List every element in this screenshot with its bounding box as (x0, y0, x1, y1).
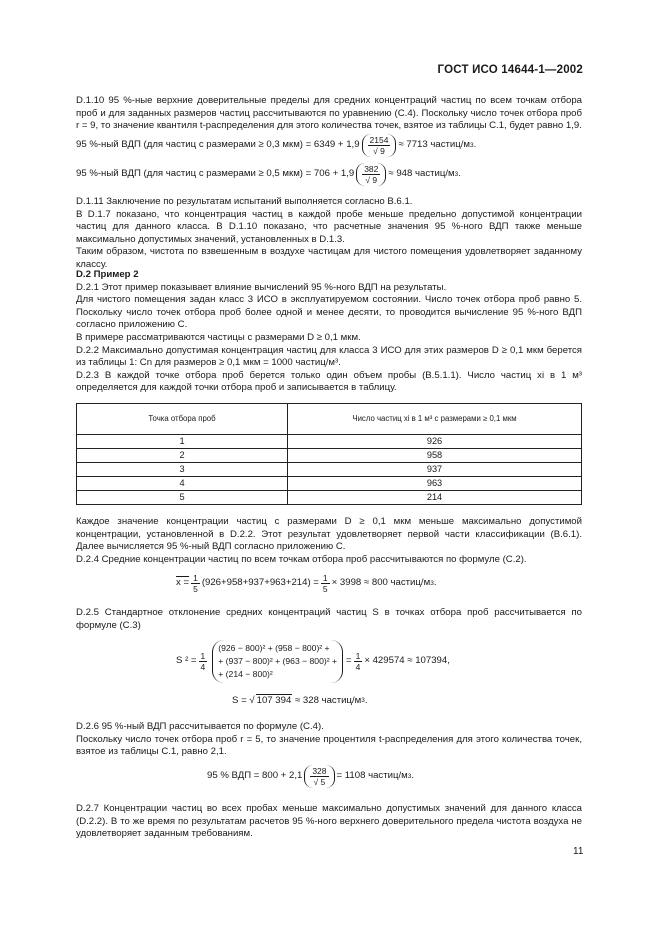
fraction-denominator: 4 (355, 662, 361, 672)
paragraph-d21: D.2.1 Этот пример показывает влияние вычислений 95 %-ного ВДП на результаты. (76, 281, 447, 293)
section-d26 (76, 721, 582, 759)
particle-table (76, 403, 582, 505)
table-row (77, 477, 582, 491)
cell-point: 4 (77, 477, 288, 491)
fraction-denominator: √ 9 (373, 146, 385, 156)
formula-vdp-final: 95 % ВДП = 800 + 2,1 $\frac{328}{√ 5}$ = 1108 частиц/м 3 . (207, 766, 415, 787)
paragraph-d25: D.2.5 Стандартное отклонение средних концентраций частиц S в точках отбора проб рассчитывается по формуле (С.3) (76, 607, 582, 631)
paragraph-d110: D.1.10 95 %-ные верхние доверительные пределы для средних концентраций частиц по всем точкам отбора проб и для заданных размеров частиц рассчитываются по уравнению (С.4). Поскольку число точек отбора проб r = 9, то значение квантиля t-распределения для этого количества точек, взятое из таблицы С.1, будет равно 1,9. (76, 95, 582, 132)
fraction-numerator: 1 (193, 573, 198, 583)
table-row (77, 491, 582, 505)
formula-right: = 1108 частиц/м (336, 770, 408, 782)
paragraph-d23: D.2.3 В каждой точке отбора проб берется только один объем пробы (В.5.1.1). Число частиц xi в 1 м³ определяется для каждой точки отбора проб и записывается в таблицу. (76, 369, 582, 394)
cell-point: 5 (77, 491, 288, 505)
column-header-count: Число частиц xi в 1 м³ с размерами ≥ 0,1 мкм (288, 404, 582, 435)
paragraph-d22: D.2.2 Максимально допустимая концентрация частиц для класса 3 ИСО для этих размеров D ≥ 0,1 мкм берется из таблицы 1: Cn для размеров ≥ 0,1 мкм = 1000 частиц/м³. (76, 344, 582, 369)
fraction-numerator: 1 (355, 651, 361, 661)
formula-s2-line2: + (937 − 800)² + (963 − 800)² + (218, 656, 337, 666)
formula-left: 95 %-ный ВДП (для частиц с размерами ≥ 0,3 мкм) = 6349 + 1,9 (76, 139, 360, 151)
section-d110 (76, 95, 582, 133)
formula-paren (356, 163, 386, 186)
formula-mean: x = $\frac{1}{5}$ (926+958+937+963+214) = $\frac{1}{5}$ × 3998 ≈ 800 частиц/м 3 . (176, 573, 437, 594)
table-row (77, 449, 582, 463)
section-d27 (76, 803, 582, 841)
formula-fraction-2 (321, 573, 330, 594)
cell-value: 937 (288, 463, 582, 477)
column-header-point: Точка отбора проб (77, 404, 288, 435)
formula-s2-left: S ² = (176, 655, 197, 667)
fraction-denominator: √ 5 (313, 777, 326, 787)
table-row (77, 463, 582, 477)
paragraph-d26-2: Поскольку число точек отбора проб r = 5, то значение процентиля t-распределения для этого количества точек, взятое из таблицы С.1, равно 2,1. (76, 733, 582, 758)
formula-paren (362, 134, 397, 157)
fraction-denominator: 5 (193, 584, 198, 594)
formula-fraction (362, 164, 380, 185)
fraction-numerator: 328 (312, 766, 327, 776)
paragraph-d24: D.2.4 Средние концентрации частиц по всем точкам отбора проб рассчитываются по формуле (С.2). (76, 553, 527, 565)
cell-value: 926 (288, 435, 582, 449)
formula-right: ≈ 7713 частиц/м (398, 139, 471, 151)
paragraph-d21-2: Для чистого помещения задан класс 3 ИСО в эксплуатируемом состоянии. Число точек отбора проб равно 5. Поскольку число точек отбора проб более одной и менее десяти, то проводится вычисление 95 %-ного ВДП согласно приложению С. (76, 294, 582, 331)
formula-mean-left: x = (176, 577, 190, 589)
paragraph-d27: D.2.7 Концентрации частиц во всех пробах меньше максимально допустимых значений для данного класса (D.2.2). В то же время по результатам расчетов 95 %-ного верхнего доверительного предела чистота воздуха не удовлетворяет заданным требованиям. (76, 803, 582, 840)
section-d111 (76, 196, 582, 272)
fraction-numerator: 1 (322, 573, 328, 583)
table-row (77, 435, 582, 449)
formula-s2-mid: = (345, 655, 352, 667)
formula-paren (304, 765, 334, 788)
cell-value: 214 (288, 491, 582, 505)
cell-value: 963 (288, 477, 582, 491)
formula-mean-mid: (926+958+937+963+214) = (201, 577, 319, 589)
formula-s2-line1: (926 − 800)² + (958 − 800)² + (218, 643, 330, 653)
formula-s2-brace (212, 640, 343, 683)
formula-right: ≈ 948 частиц/м (388, 168, 455, 180)
fraction-denominator: √ 9 (365, 175, 378, 185)
cell-value: 958 (288, 449, 582, 463)
paragraph-d111-3: Таким образом, чистота по взвешенным в воздухе частицам для чистого помещения удовлетворяет заданному классу. (76, 246, 582, 270)
fraction-denominator: 5 (322, 584, 328, 594)
formula-s-left: S = (232, 694, 247, 706)
fraction-numerator: 382 (364, 164, 379, 174)
paragraph-d111-2: В D.1.7 показано, что концентрация частиц в каждой пробе меньше предельно допустимой концентрации частиц для данного класса. В D.1.10 показано, что расчетные значения 95 %-ного ВДП также меньше максимально допустимых значений, установленных в D.1.3. (76, 208, 582, 245)
formula-fraction (310, 766, 328, 787)
cell-point: 1 (77, 435, 288, 449)
fraction-denominator: 4 (200, 662, 206, 672)
cell-point: 2 (77, 449, 288, 463)
paragraph-d111: D.1.11 Заключение по результатам испытаний выполняется согласно В.6.1. (76, 196, 413, 207)
formula-mean-right: × 3998 ≈ 800 частиц/м (331, 577, 431, 589)
cell-point: 3 (77, 463, 288, 477)
formula-fraction (191, 573, 200, 594)
formula-s-right: ≈ 328 частиц/м (294, 694, 362, 706)
formula-vdp-03: 95 %-ный ВДП (для частиц с размерами ≥ 0,3 мкм) = 6349 + 1,9 $\frac{2154}{√ 9}$ ≈ 7713 частиц/м 3 . (76, 135, 477, 156)
formula-s2-line3: + (214 − 800)² (218, 669, 273, 679)
table-header-row (77, 404, 582, 435)
formula-left: 95 % ВДП = 800 + 2,1 (207, 770, 303, 782)
section-heading: D.2 Пример 2 (76, 269, 139, 280)
formula-fraction (199, 651, 208, 672)
formula-fraction-2 (354, 651, 363, 672)
formula-left: 95 %-ный ВДП (для частиц с размерами ≥ 0,5 мкм) = 706 + 1,9 (76, 168, 355, 180)
formula-s: S = √ 107 394 ≈ 328 частиц/м 3 . (232, 694, 368, 706)
section-after-table (76, 516, 582, 566)
fraction-numerator: 1 (200, 651, 206, 661)
page-number: 11 (573, 846, 584, 857)
formula-s-sqrt: 107 394 (256, 695, 292, 706)
formula-vdp-05: 95 %-ный ВДП (для частиц с размерами ≥ 0,5 мкм) = 706 + 1,9 $\frac{382}{√ 9}$ ≈ 948 частиц/м 3 . (76, 164, 461, 185)
formula-fraction (368, 135, 391, 156)
section-d2 (76, 269, 582, 395)
section-d25 (76, 607, 582, 632)
formula-s2 (176, 640, 576, 683)
formula-s2-right: × 429574 ≈ 107394, (364, 655, 450, 667)
fraction-numerator: 2154 (369, 135, 389, 145)
document-header: ГОСТ ИСО 14644-1—2002 (437, 64, 583, 76)
paragraph-conclusion: Каждое значение концентрации частиц с размерами D ≥ 0,1 мкм меньше максимально допустимой концентрации, установленной в D.2.2. Этот результат удовлетворяет первой части классификации (В.6.1). Далее вычисляется 95 %-ный ВДП согласно приложению С. (76, 516, 582, 553)
paragraph-d21-3: В примере рассматриваются частицы с размерами D ≥ 0,1 мкм. (76, 331, 361, 343)
paragraph-d26: D.2.6 95 %-ный ВДП рассчитывается по формуле (С.4). (76, 721, 324, 732)
